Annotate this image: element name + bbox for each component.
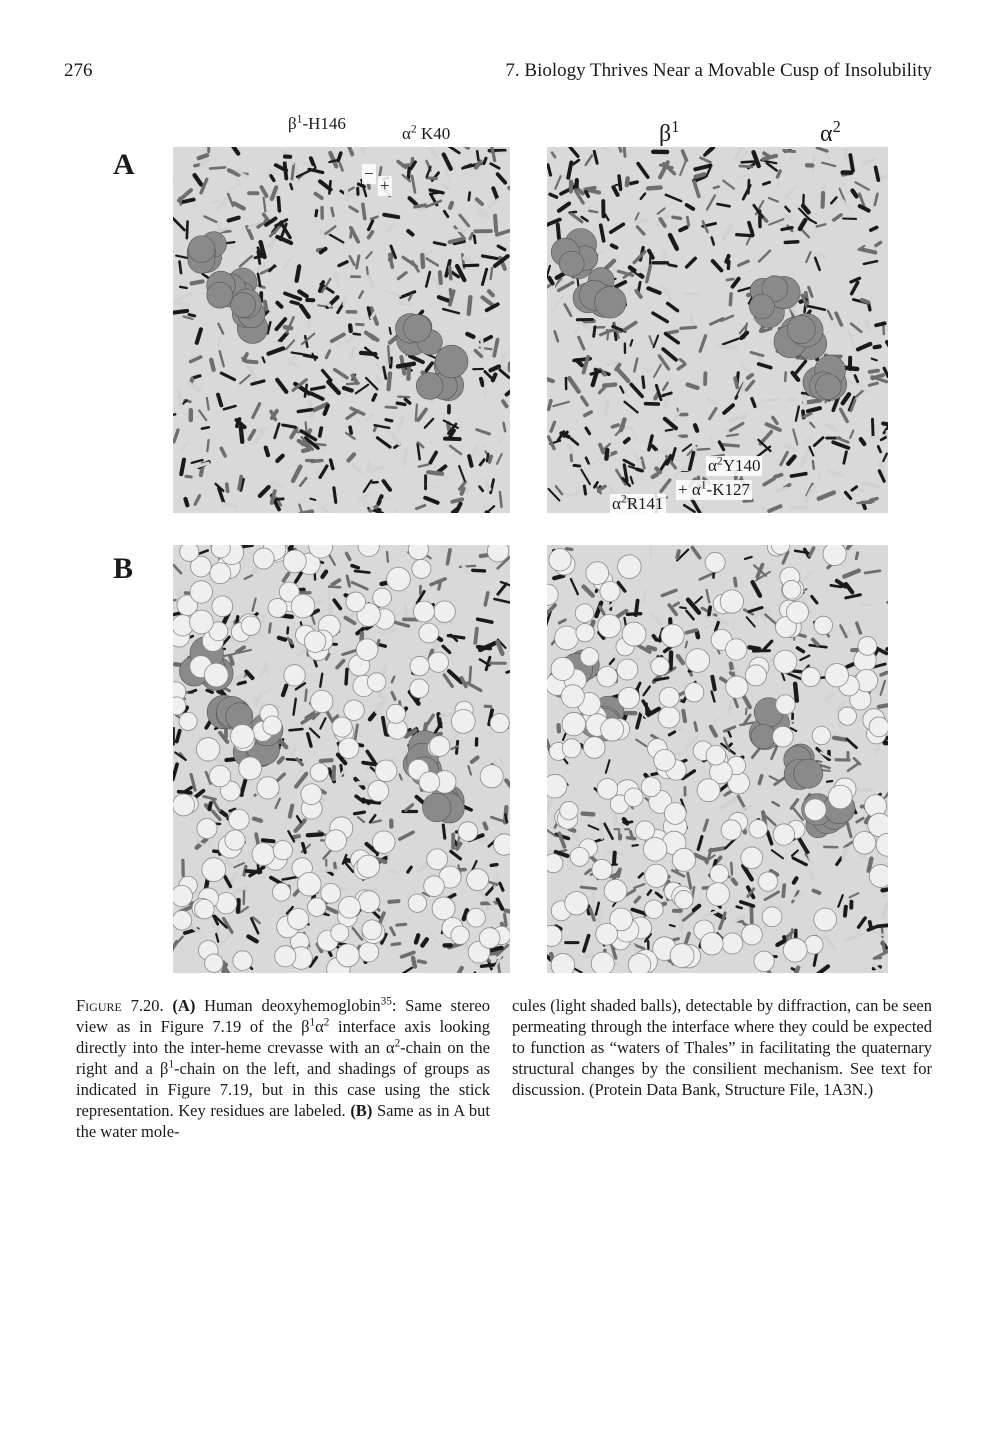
label-minus-charge-r141: − [680, 462, 690, 481]
page-number: 276 [64, 60, 93, 81]
label-alpha2-k40: $\alpha^2$ K40 [402, 122, 451, 143]
panel-b-letter: B [113, 552, 134, 585]
figure-label: Figure 7.20. [76, 996, 164, 1015]
figure-caption-right: cules (light shaded balls), detectable by diffraction, can be seen permeating through the interface where they could be expected to function as “waters of Thales” in facilitating the quaternary structural changes by the consilient mechanism. See text for discussion. (Protein Data Bank, Structure File, 1A3N.) [512, 996, 932, 1099]
panel-b-left-stereo-image [173, 545, 510, 973]
running-head: 7. Biology Thrives Near a Movable Cusp of Insolubility [505, 60, 932, 81]
label-beta1-chain: $\beta^1$ [659, 117, 680, 147]
panel-b-right-stereo-image [547, 545, 888, 973]
panel-a-left-stereo-image [173, 147, 510, 513]
panel-a-letter: A [113, 148, 135, 181]
label-minus-charge: − [364, 164, 374, 183]
label-plus-charge: + [380, 176, 390, 195]
caption-a-label: (A) [172, 996, 196, 1015]
label-alpha2-r141: $\alpha^2R141$ [612, 492, 664, 513]
caption-b-label: (B) [350, 1101, 373, 1120]
figure-caption-left: Figure 7.20. (A) Human deoxyhemoglobin$^{35}$: Same stereo view as in Figure 7.19 of the $\beta^1\alpha^2$ interface axis looking directly into the inter-heme crevasse with an $\alpha^2$-chain on the right and a $\beta^1$-chain on the left, and shadings of groups as indicated in Figure 7.19, but in this case using the stick representation. Key residues are labeled. (B) Same as in A but the water mole- [76, 995, 491, 1141]
label-alpha2-y140: $\alpha^2Y140$ [708, 454, 761, 475]
label-beta1-h146: $\beta^1-H146$ [288, 112, 346, 133]
label-alpha1-k127: + $\alpha^1-K127$ [678, 478, 750, 499]
label-alpha2-chain: $\alpha^2$ [820, 117, 841, 147]
